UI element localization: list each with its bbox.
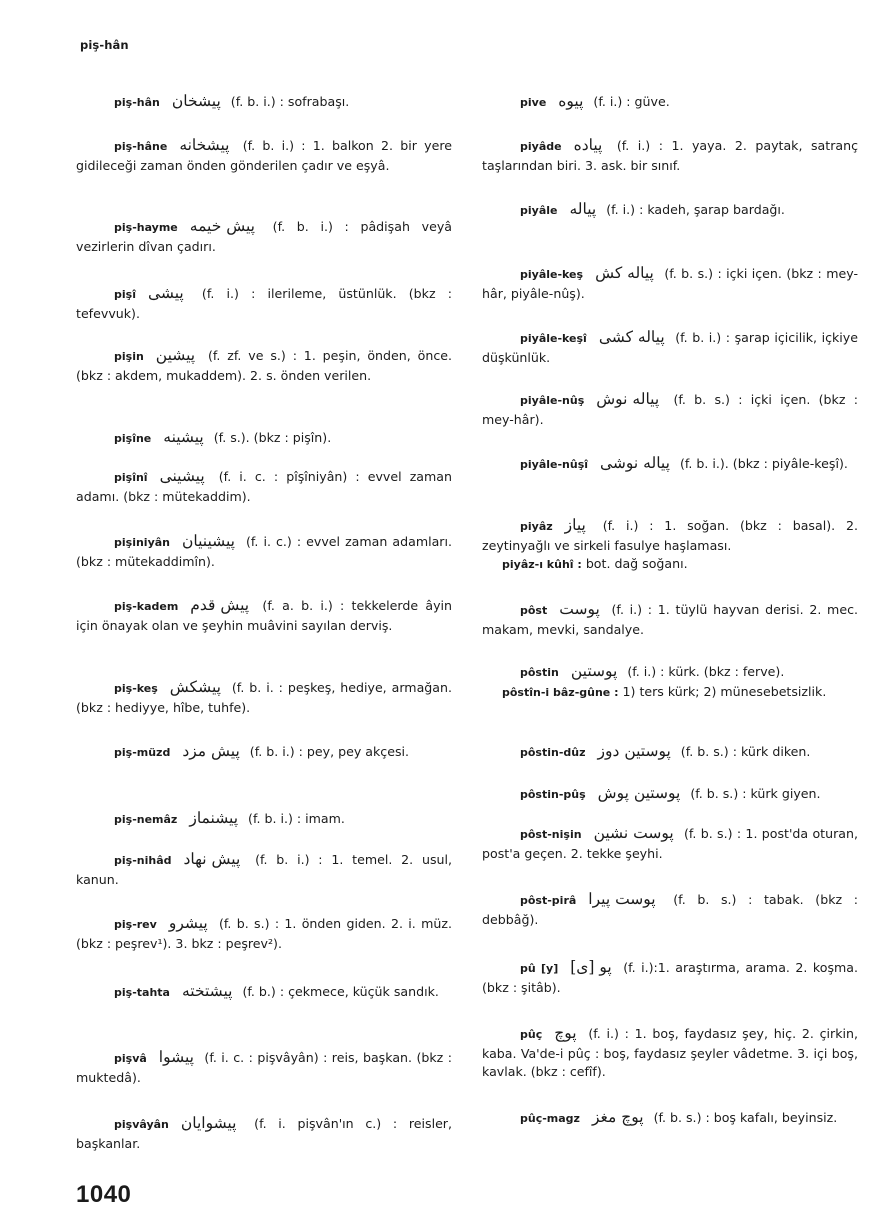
definition: (f. b. i.) : 1. balkon 2. bir yere gidileceği zaman önden gönderilen çadır ve eşyâ.: [76, 138, 452, 173]
definition: (f. b. i.) : pey, pey akçesi.: [249, 744, 410, 759]
dictionary-entry: [482, 1024, 858, 1082]
headword: piş-tahta: [114, 986, 170, 999]
headword: piş-kadem: [114, 600, 179, 613]
arabic-script: پیشینه: [163, 428, 204, 446]
headword: piş-keş: [114, 682, 158, 695]
dictionary-entry: [76, 678, 452, 717]
headword: piş-hân: [114, 96, 160, 109]
headword: pûç: [520, 1028, 543, 1041]
dictionary-entry: [76, 284, 452, 323]
dictionary-entry: [76, 596, 452, 635]
arabic-script: پیش قدم: [190, 596, 250, 614]
definition: (f. s.). (bkz : pişîn).: [213, 430, 332, 445]
arabic-script: پیش مزد: [182, 742, 240, 760]
dictionary-entry: [76, 1048, 452, 1087]
definition: (f. i.) : ilerileme, üstünlük. (bkz : tefevvuk).: [76, 286, 452, 321]
arabic-script: پیشینیان: [182, 532, 235, 550]
page-number: 1040: [76, 1181, 132, 1208]
definition: (f. b. s.) : kürk diken.: [680, 744, 811, 759]
arabic-script: پیوه: [558, 92, 584, 110]
definition: (f. b.) : çekmece, küçük sandık.: [242, 984, 439, 999]
arabic-script: پیشکش: [169, 678, 221, 696]
headword: piyâle-nûş: [520, 394, 585, 407]
dictionary-entry: [76, 742, 452, 763]
definition: (f. b. s.) : boş kafalı, beyinsiz.: [653, 1110, 838, 1125]
arabic-script: پیشی: [147, 284, 184, 302]
definition: (f. i.) : güve.: [593, 94, 670, 109]
dictionary-entry: [76, 1114, 452, 1153]
dictionary-entry: [482, 890, 858, 929]
headword: piyâle-keşî: [520, 332, 587, 345]
definition: (f. b. i.) : pâdişah veyâ vezirlerin dîvan çadırı.: [76, 219, 452, 254]
headword: piyâle: [520, 204, 558, 217]
definition: (f. b. i.). (bkz : piyâle-keşî).: [679, 456, 848, 471]
headword: piş-müzd: [114, 746, 171, 759]
dictionary-entry: [76, 850, 452, 889]
definition: (f. b. i.) : 1. temel. 2. usul, kanun.: [76, 852, 452, 887]
definition: (f. i.) : kadeh, şarap bardağı.: [606, 202, 785, 217]
headword: pôst: [520, 604, 548, 617]
headword: pôstin-pûş: [520, 788, 586, 801]
dictionary-entry: [76, 428, 452, 449]
definition: (f. i.):1. araştırma, arama. 2. koşma. (bkz : şitâb).: [482, 960, 858, 995]
dictionary-entry: [76, 809, 452, 830]
headword: piş-hâne: [114, 140, 168, 153]
definition: (f. b. s.) : tabak. (bkz : debbâğ).: [482, 892, 858, 927]
definition: (f. i.) : kürk. (bkz : ferve).: [627, 664, 785, 679]
definition: (f. b. s.) : 1. önden giden. 2. i. müz. (bkz : peşrev¹). 3. bkz : peşrev²).: [76, 916, 452, 951]
arabic-script: پیاله کش: [595, 264, 654, 282]
headword: piyâle-nûşî: [520, 458, 589, 471]
sub-headword: piyâz-ı kûhî :: [502, 558, 582, 572]
arabic-script: پیاله کشی: [598, 328, 665, 346]
definition: (f. i. pişvân'ın c.) : reisler, başkanlar.: [76, 1116, 452, 1151]
definition: (f. a. b. i.) : tekkelerde âyin için önayak olan ve şeyhin muâvini sayılan derviş.: [76, 598, 452, 633]
sub-headword: pôstîn-i bâz-gûne :: [502, 685, 619, 699]
headword: piş-hayme: [114, 221, 178, 234]
arabic-script: پیشین: [155, 346, 196, 364]
arabic-script: پوست: [559, 600, 600, 618]
headword: pûç-magz: [520, 1112, 580, 1125]
definition: (f. i.) : 1. yaya. 2. paytak, satranç taşlarından biri. 3. ask. bir sınıf.: [482, 138, 858, 173]
arabic-script: پیشوایان: [180, 1114, 237, 1132]
dictionary-entry: [482, 784, 858, 805]
arabic-script: پیشتخته: [181, 982, 233, 1000]
dictionary-entry: [482, 662, 858, 702]
dictionary-entry: [76, 982, 452, 1003]
definition: (f. i.) : 1. soğan. (bkz : basal). 2. zeytinyağlı ve sirkeli fasulye haşlaması.: [482, 518, 858, 553]
definition: (f. b. s.) : 1. post'da oturan, post'a geçen. 2. tekke şeyhi.: [482, 826, 858, 861]
arabic-script: پوست نشین: [593, 824, 674, 842]
arabic-script: پوچ مغز: [591, 1108, 644, 1126]
headword: pişî: [114, 288, 136, 301]
arabic-script: پوستین دوز: [597, 742, 671, 760]
arabic-script: پیاده: [573, 136, 603, 154]
arabic-script: پیاله: [569, 200, 597, 218]
sub-entry: [502, 555, 858, 575]
definition: (f. i. c. : pişvâyân) : reis, başkan. (bkz : muktedâ).: [76, 1050, 452, 1085]
headword: pişîne: [114, 432, 152, 445]
headword: pôst-nişin: [520, 828, 582, 841]
dictionary-entry: [76, 217, 452, 256]
arabic-script: پوستین: [570, 662, 618, 680]
dictionary-entry: [482, 1108, 858, 1129]
arabic-script: پیشوا: [158, 1048, 194, 1066]
headword: pôst-pirâ: [520, 894, 577, 907]
arabic-script: پیشنماز: [189, 809, 239, 827]
arabic-script: پیاله نوشی: [600, 454, 670, 472]
dictionary-entry: [76, 92, 452, 113]
arabic-script: پوستین پوش: [597, 784, 681, 802]
arabic-script: پیاله نوش: [596, 390, 660, 408]
definition: (f. i.) : 1. tüylü hayvan derisi. 2. mec. makam, mevki, sandalye.: [482, 602, 858, 637]
headword: pôstin-dûz: [520, 746, 586, 759]
headword: piş-rev: [114, 918, 157, 931]
definition: (f. i. c. : pîşîniyân) : evvel zaman adamı. (bkz : mütekaddim).: [76, 469, 452, 504]
headword: piyâle-keş: [520, 268, 584, 281]
sub-definition: 1) ters kürk; 2) münesebetsizlik.: [622, 683, 827, 699]
headword: pişvâ: [114, 1052, 147, 1065]
arabic-script: پوچ: [554, 1024, 577, 1042]
dictionary-entry: [482, 136, 858, 175]
arabic-script: پوست پیرا: [588, 890, 656, 908]
dictionary-entry: [76, 346, 452, 385]
headword: piş-nemâz: [114, 813, 178, 826]
headword: pişiniyân: [114, 536, 170, 549]
dictionary-entry: [482, 516, 858, 575]
definition: (f. b. s.) : içki içen. (bkz : mey-hâr, piyâle-nûş).: [482, 266, 858, 301]
definition: (f. b. i.) : imam.: [248, 811, 345, 826]
definition: (f. b. i. : peşkeş, hediye, armağan. (bkz : hediyye, hîbe, tuhfe).: [76, 680, 452, 715]
dictionary-entry: [76, 136, 452, 175]
dictionary-entry: [482, 958, 858, 997]
running-header: piş-hân: [80, 38, 129, 52]
headword: piyâz: [520, 520, 553, 533]
arabic-script: پیشخانه: [179, 136, 230, 154]
arabic-script: پیشینی: [159, 467, 205, 485]
dictionary-entry: [482, 824, 858, 863]
dictionary-entry: [482, 92, 858, 113]
sub-entry: [502, 683, 858, 703]
dictionary-entry: [482, 454, 858, 475]
dictionary-entry: [482, 742, 858, 763]
definition: (f. zf. ve s.) : 1. peşin, önden, önce. (bkz : akdem, mukaddem). 2. s. önden verilen.: [76, 348, 452, 383]
arabic-script: پیش خیمه: [189, 217, 255, 235]
headword: pôstin: [520, 666, 559, 679]
dictionary-entry: [76, 914, 452, 953]
dictionary-entry: [482, 328, 858, 367]
headword: pive: [520, 96, 547, 109]
dictionary-entry: [482, 264, 858, 303]
definition: (f. i.) : 1. boş, faydasız şey, hiç. 2. çirkin, kaba. Va'de-i pûç : boş, faydasız şeyler vâdetme. 3. içi boş, kavlak. (bkz : cefîf).: [482, 1026, 859, 1080]
dictionary-entry: [76, 467, 452, 506]
dictionary-entry: [482, 390, 858, 429]
definition: (f. b. i.) : şarap içicilik, içkiye düşkünlük.: [482, 330, 858, 365]
dictionary-entry: [482, 600, 858, 639]
headword: pişin: [114, 350, 144, 363]
arabic-script: پو [ی]: [570, 958, 612, 976]
arabic-script: پیاز: [564, 516, 586, 534]
headword: pişînî: [114, 471, 148, 484]
headword: piyâde: [520, 140, 562, 153]
definition: (f. b. s.) : kürk giyen.: [690, 786, 821, 801]
dictionary-entry: [482, 200, 858, 221]
definition: (f. b. s.) : içki içen. (bkz : mey-hâr).: [482, 392, 858, 427]
headword: piş-nihâd: [114, 854, 172, 867]
sub-definition: bot. dağ soğanı.: [585, 556, 688, 572]
definition: (f. i. c.) : evvel zaman adamları. (bkz : mütekaddimîn).: [76, 534, 452, 569]
dictionary-entry: [76, 532, 452, 571]
definition: (f. b. i.) : sofrabaşı.: [230, 94, 350, 109]
arabic-script: پیشرو: [168, 914, 208, 932]
arabic-script: پیش نهاد: [183, 850, 241, 868]
arabic-script: پیشخان: [171, 92, 221, 110]
headword: pişvâyân: [114, 1118, 169, 1131]
headword: pû [y]: [520, 962, 559, 975]
